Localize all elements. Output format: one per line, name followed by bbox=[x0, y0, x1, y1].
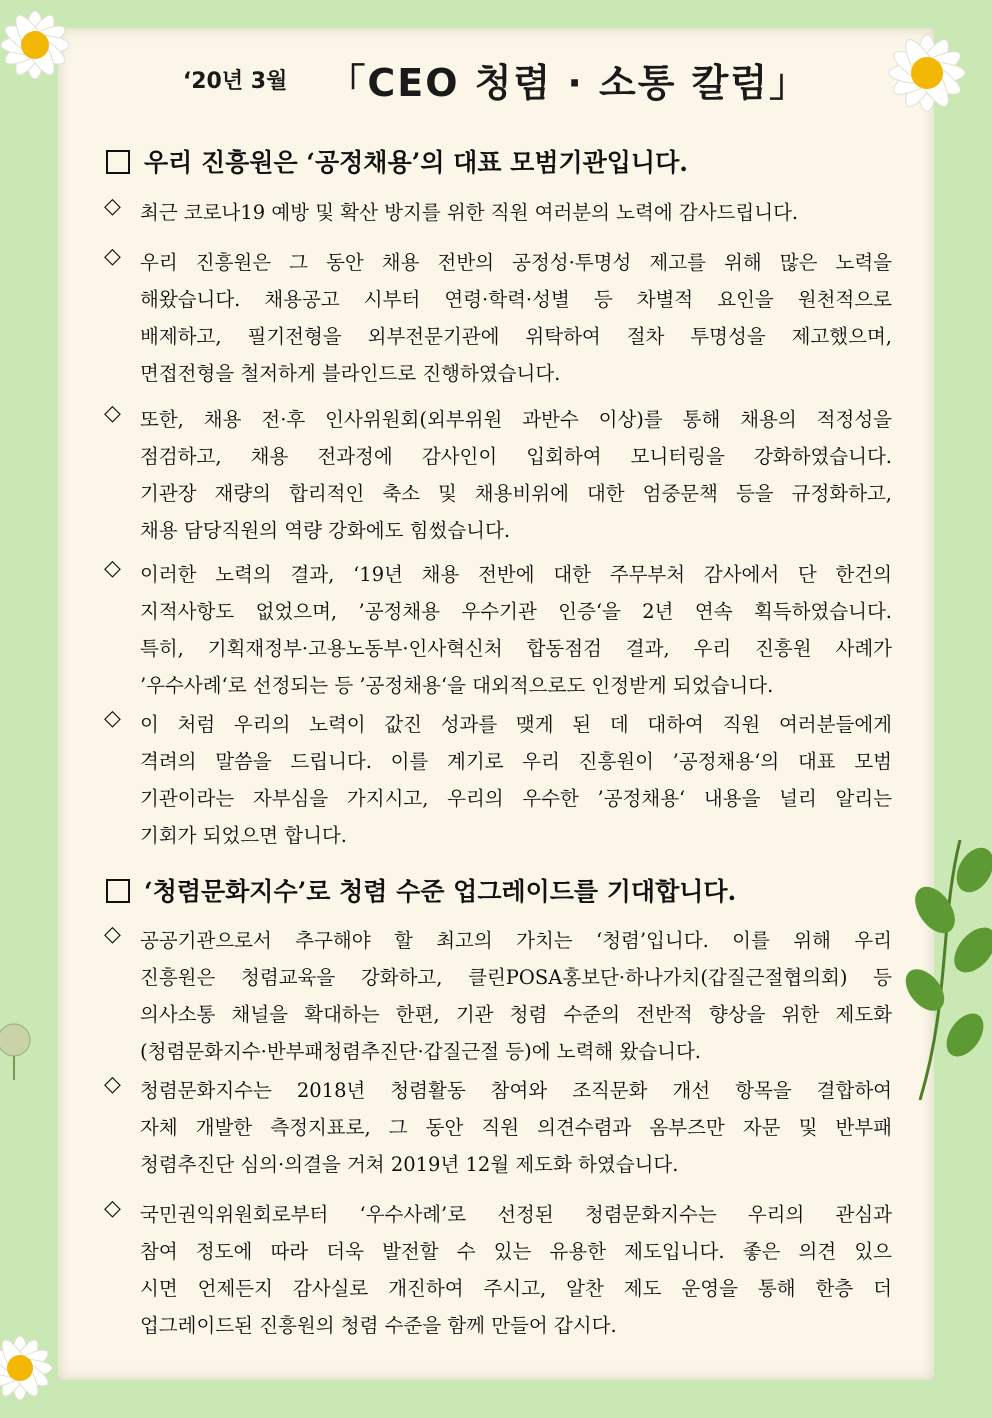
thistle-decoration bbox=[0, 1010, 50, 1080]
leaf-branch-decoration bbox=[880, 840, 992, 1100]
text-line: 진흥원은 청렴교육을 강화하고, 클린POSA홍보단·하나가치(갑질근절협의회) 등 bbox=[140, 966, 892, 989]
text-line: 격려의 말씀을 드립니다. 이를 계기로 우리 진흥원이 ’공정채용‘의 대표 모범 bbox=[140, 750, 892, 773]
text-line: 우리 진흥원은 그 동안 채용 전반의 공정성·투명성 제고를 위해 많은 노력을 bbox=[140, 251, 892, 274]
text-line: 국민권익위원회로부터 ‘우수사례’로 선정된 청렴문화지수는 우리의 관심과 bbox=[140, 1203, 892, 1226]
text-line: ’우수사례‘로 선정되는 등 ’공정채용‘을 대외적으로도 인정받게 되었습니다. bbox=[140, 674, 774, 697]
text-line: 청렴추진단 심의·의결을 거쳐 2019년 12월 제도화 하였습니다. bbox=[140, 1153, 679, 1176]
section-heading-text: ‘청렴문화지수’로 청렴 수준 업그레이드를 기대합니다. bbox=[144, 877, 737, 906]
text-line: 기회가 되었으면 합니다. bbox=[140, 824, 347, 847]
text-line: 채용 담당직원의 역량 강화에도 힘썼습니다. bbox=[140, 519, 511, 542]
diamond-bullet-icon: ◇ bbox=[104, 1196, 121, 1221]
checkbox-square-icon bbox=[106, 879, 130, 903]
issue-date: ‘20년 3월 bbox=[182, 69, 288, 94]
text-line: 지적사항도 없었으며, ’공정채용 우수기관 인증‘을 2년 연속 획득하였습니다. bbox=[140, 600, 892, 623]
diamond-bullet-icon: ◇ bbox=[104, 194, 121, 219]
text-line: 의사소통 채널을 확대하는 한편, 기관 청렴 수준의 전반적 향상을 위한 제도화 bbox=[140, 1003, 892, 1026]
text-line: 기관장 재량의 합리적인 축소 및 채용비위에 대한 엄중문책 등을 규정화하고, bbox=[140, 482, 892, 505]
text-line: 시면 언제든지 감사실로 개진하여 주시고, 알찬 제도 운영을 통해 한층 더 bbox=[140, 1277, 892, 1300]
daisy-bottom-left-decoration bbox=[0, 1318, 70, 1418]
text-line: 업그레이드된 진흥원의 청렴 수준을 함께 만들어 갑시다. bbox=[140, 1314, 617, 1337]
text-line: (청렴문화지수·반부패청렴추진단·갑질근절 등)에 노력해 왔습니다. bbox=[140, 1040, 702, 1063]
diamond-bullet-icon: ◇ bbox=[104, 706, 121, 731]
text-line: 이 처럼 우리의 노력이 값진 성과를 맺게 된 데 대하여 직원 여러분들에게 bbox=[140, 713, 892, 736]
diamond-bullet-icon: ◇ bbox=[104, 1072, 121, 1097]
section-heading-1 bbox=[106, 143, 688, 179]
diamond-bullet-icon: ◇ bbox=[104, 556, 121, 581]
text-line: 이러한 노력의 결과, ‘19년 채용 전반에 대한 주무부처 감사에서 단 한건의 bbox=[140, 563, 892, 586]
diamond-bullet-icon: ◇ bbox=[104, 401, 121, 426]
text-line: 기관이라는 자부심을 가지시고, 우리의 우수한 ’공정채용‘ 내용을 널리 알리는 bbox=[140, 787, 892, 810]
column-heading: 「CEO 청렴 · 소통 칼럼」 bbox=[327, 61, 810, 105]
diamond-bullet-icon: ◇ bbox=[104, 922, 121, 947]
text-line: 점검하고, 채용 전과정에 감사인이 입회하여 모니터링을 강화하였습니다. bbox=[140, 445, 892, 468]
text-line: 배제하고, 필기전형을 외부전문기관에 위탁하여 절차 투명성을 제고했으며, bbox=[140, 325, 892, 348]
text-line: 최근 코로나19 예방 및 확산 방지를 위한 직원 여러분의 노력에 감사드립니다. bbox=[140, 201, 799, 224]
text-line: 해왔습니다. 채용공고 시부터 연령·학력·성별 등 차별적 요인을 원천적으로 bbox=[140, 288, 892, 311]
column-title bbox=[0, 52, 992, 107]
text-line: 자체 개발한 측정지표로, 그 동안 직원 의견수렴과 옴부즈만 자문 및 반부패 bbox=[140, 1116, 892, 1139]
diamond-bullet-icon: ◇ bbox=[104, 244, 121, 269]
section-heading-2 bbox=[106, 872, 736, 908]
text-line: 참여 정도에 따라 더욱 발전할 수 있는 유용한 제도입니다. 좋은 의견 있으 bbox=[140, 1240, 892, 1263]
text-line: 청렴문화지수는 2018년 청렴활동 참여와 조직문화 개선 항목을 결합하여 bbox=[140, 1079, 892, 1102]
text-line: 면접전형을 철저하게 블라인드로 진행하였습니다. bbox=[140, 362, 561, 385]
text-line: 또한, 채용 전·후 인사위원회(외부위원 과반수 이상)를 통해 채용의 적정성을 bbox=[140, 408, 892, 431]
text-line: 특히, 기획재정부·고용노동부·인사혁신처 합동점검 결과, 우리 진흥원 사례가 bbox=[140, 637, 892, 660]
section-heading-text: 우리 진흥원은 ‘공정채용’의 대표 모범기관입니다. bbox=[144, 148, 688, 177]
text-line: 공공기관으로서 추구해야 할 최고의 가치는 ‘청렴’입니다. 이를 위해 우리 bbox=[140, 929, 892, 952]
checkbox-square-icon bbox=[106, 150, 130, 174]
